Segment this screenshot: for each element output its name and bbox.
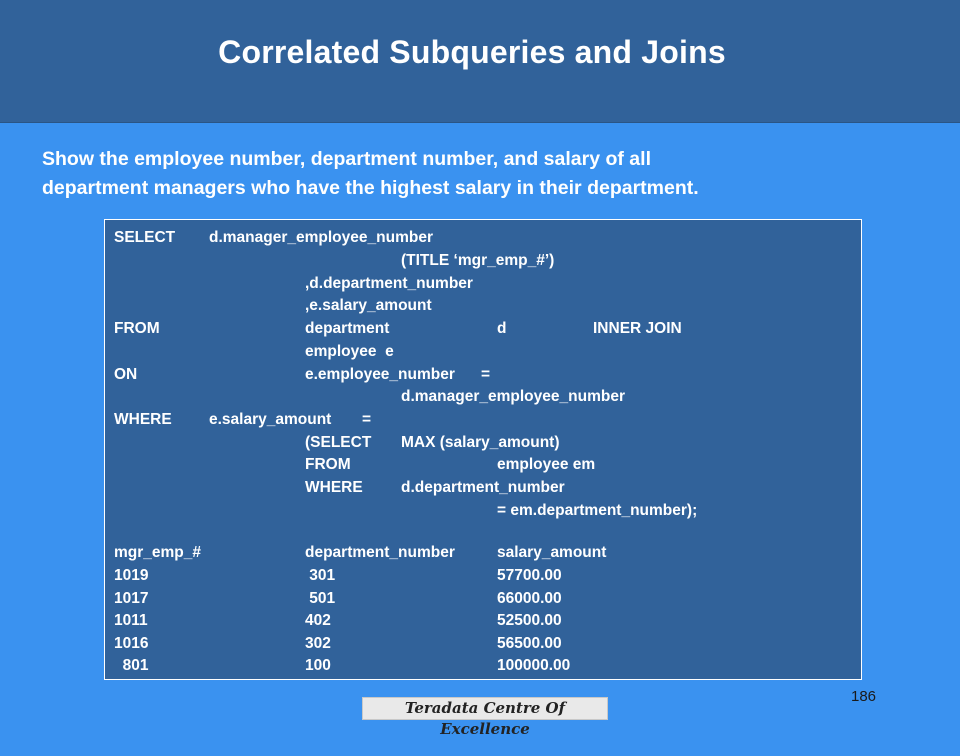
result-cell: 1019 [114,567,149,584]
code-line [105,365,491,385]
result-header-row [105,543,607,563]
result-row [105,611,562,631]
result-cell: 56500.00 [497,635,562,652]
result-cell: 801 [114,657,149,674]
result-cell: 402 [305,612,331,629]
sql-text: (TITLE ‘mgr_emp_#’) [401,252,555,269]
result-cell: 1011 [114,612,148,629]
result-row [105,634,562,654]
code-line [105,501,698,521]
sql-keyword: SELECT [114,229,176,246]
result-cell: 66000.00 [497,590,562,607]
sql-keyword: FROM [114,320,160,337]
sql-text: employee e [305,343,394,360]
code-line [105,274,473,294]
code-line [105,228,433,248]
result-column-header: department_number [305,544,455,561]
sql-text: d.manager_employee_number [209,229,433,246]
result-cell: 301 [305,567,336,584]
sql-keyword: ON [114,366,138,383]
result-cell: 1017 [114,590,149,607]
sql-text: d.department_number [401,479,565,496]
code-line [105,410,372,430]
sql-text: INNER JOIN [593,320,682,337]
result-row [105,589,562,609]
sql-text: d.manager_employee_number [401,388,625,405]
intro-line-1: Show the employee number, department number, and salary of all [42,148,651,170]
sql-text: employee em [497,456,596,473]
result-column-header: salary_amount [497,544,607,561]
result-cell: 52500.00 [497,612,562,629]
sql-text: e.employee_number [305,366,455,383]
result-row [105,566,562,586]
code-line [105,478,565,498]
sql-text: (SELECT [305,434,372,451]
sql-text: MAX (salary_amount) [401,434,560,451]
sql-text: FROM [305,456,351,473]
result-cell: 100000.00 [497,657,571,674]
title-bar [0,0,960,123]
slide-title: Correlated Subqueries and Joins [218,34,726,70]
sql-text: = [481,366,491,383]
code-line [105,342,394,362]
sql-text: = [362,411,372,428]
footer-logo: Teradata Centre Of Excellence [362,697,608,720]
sql-text: department [305,320,390,337]
sql-text: d [497,320,507,337]
result-row [105,656,571,676]
code-line [105,433,560,453]
result-cell: 1016 [114,635,149,652]
sql-text: ,d.department_number [305,275,473,292]
code-line [105,319,682,339]
code-line [105,296,432,316]
sql-text: e.salary_amount [209,411,332,428]
sql-text: ,e.salary_amount [305,297,432,314]
intro-text [42,145,932,203]
code-line [105,251,555,271]
sql-code-box [104,219,862,680]
sql-text: WHERE [305,479,363,496]
result-cell: 100 [305,657,331,674]
sql-keyword: WHERE [114,411,172,428]
code-line [105,455,596,475]
result-cell: 501 [305,590,336,607]
result-cell: 57700.00 [497,567,562,584]
sql-text: = em.department_number); [497,502,698,519]
result-column-header: mgr_emp_# [114,544,202,561]
page-number: 186 [851,688,877,705]
intro-line-2: department managers who have the highest salary in their department. [42,177,699,199]
result-cell: 302 [305,635,331,652]
code-line [105,387,625,407]
